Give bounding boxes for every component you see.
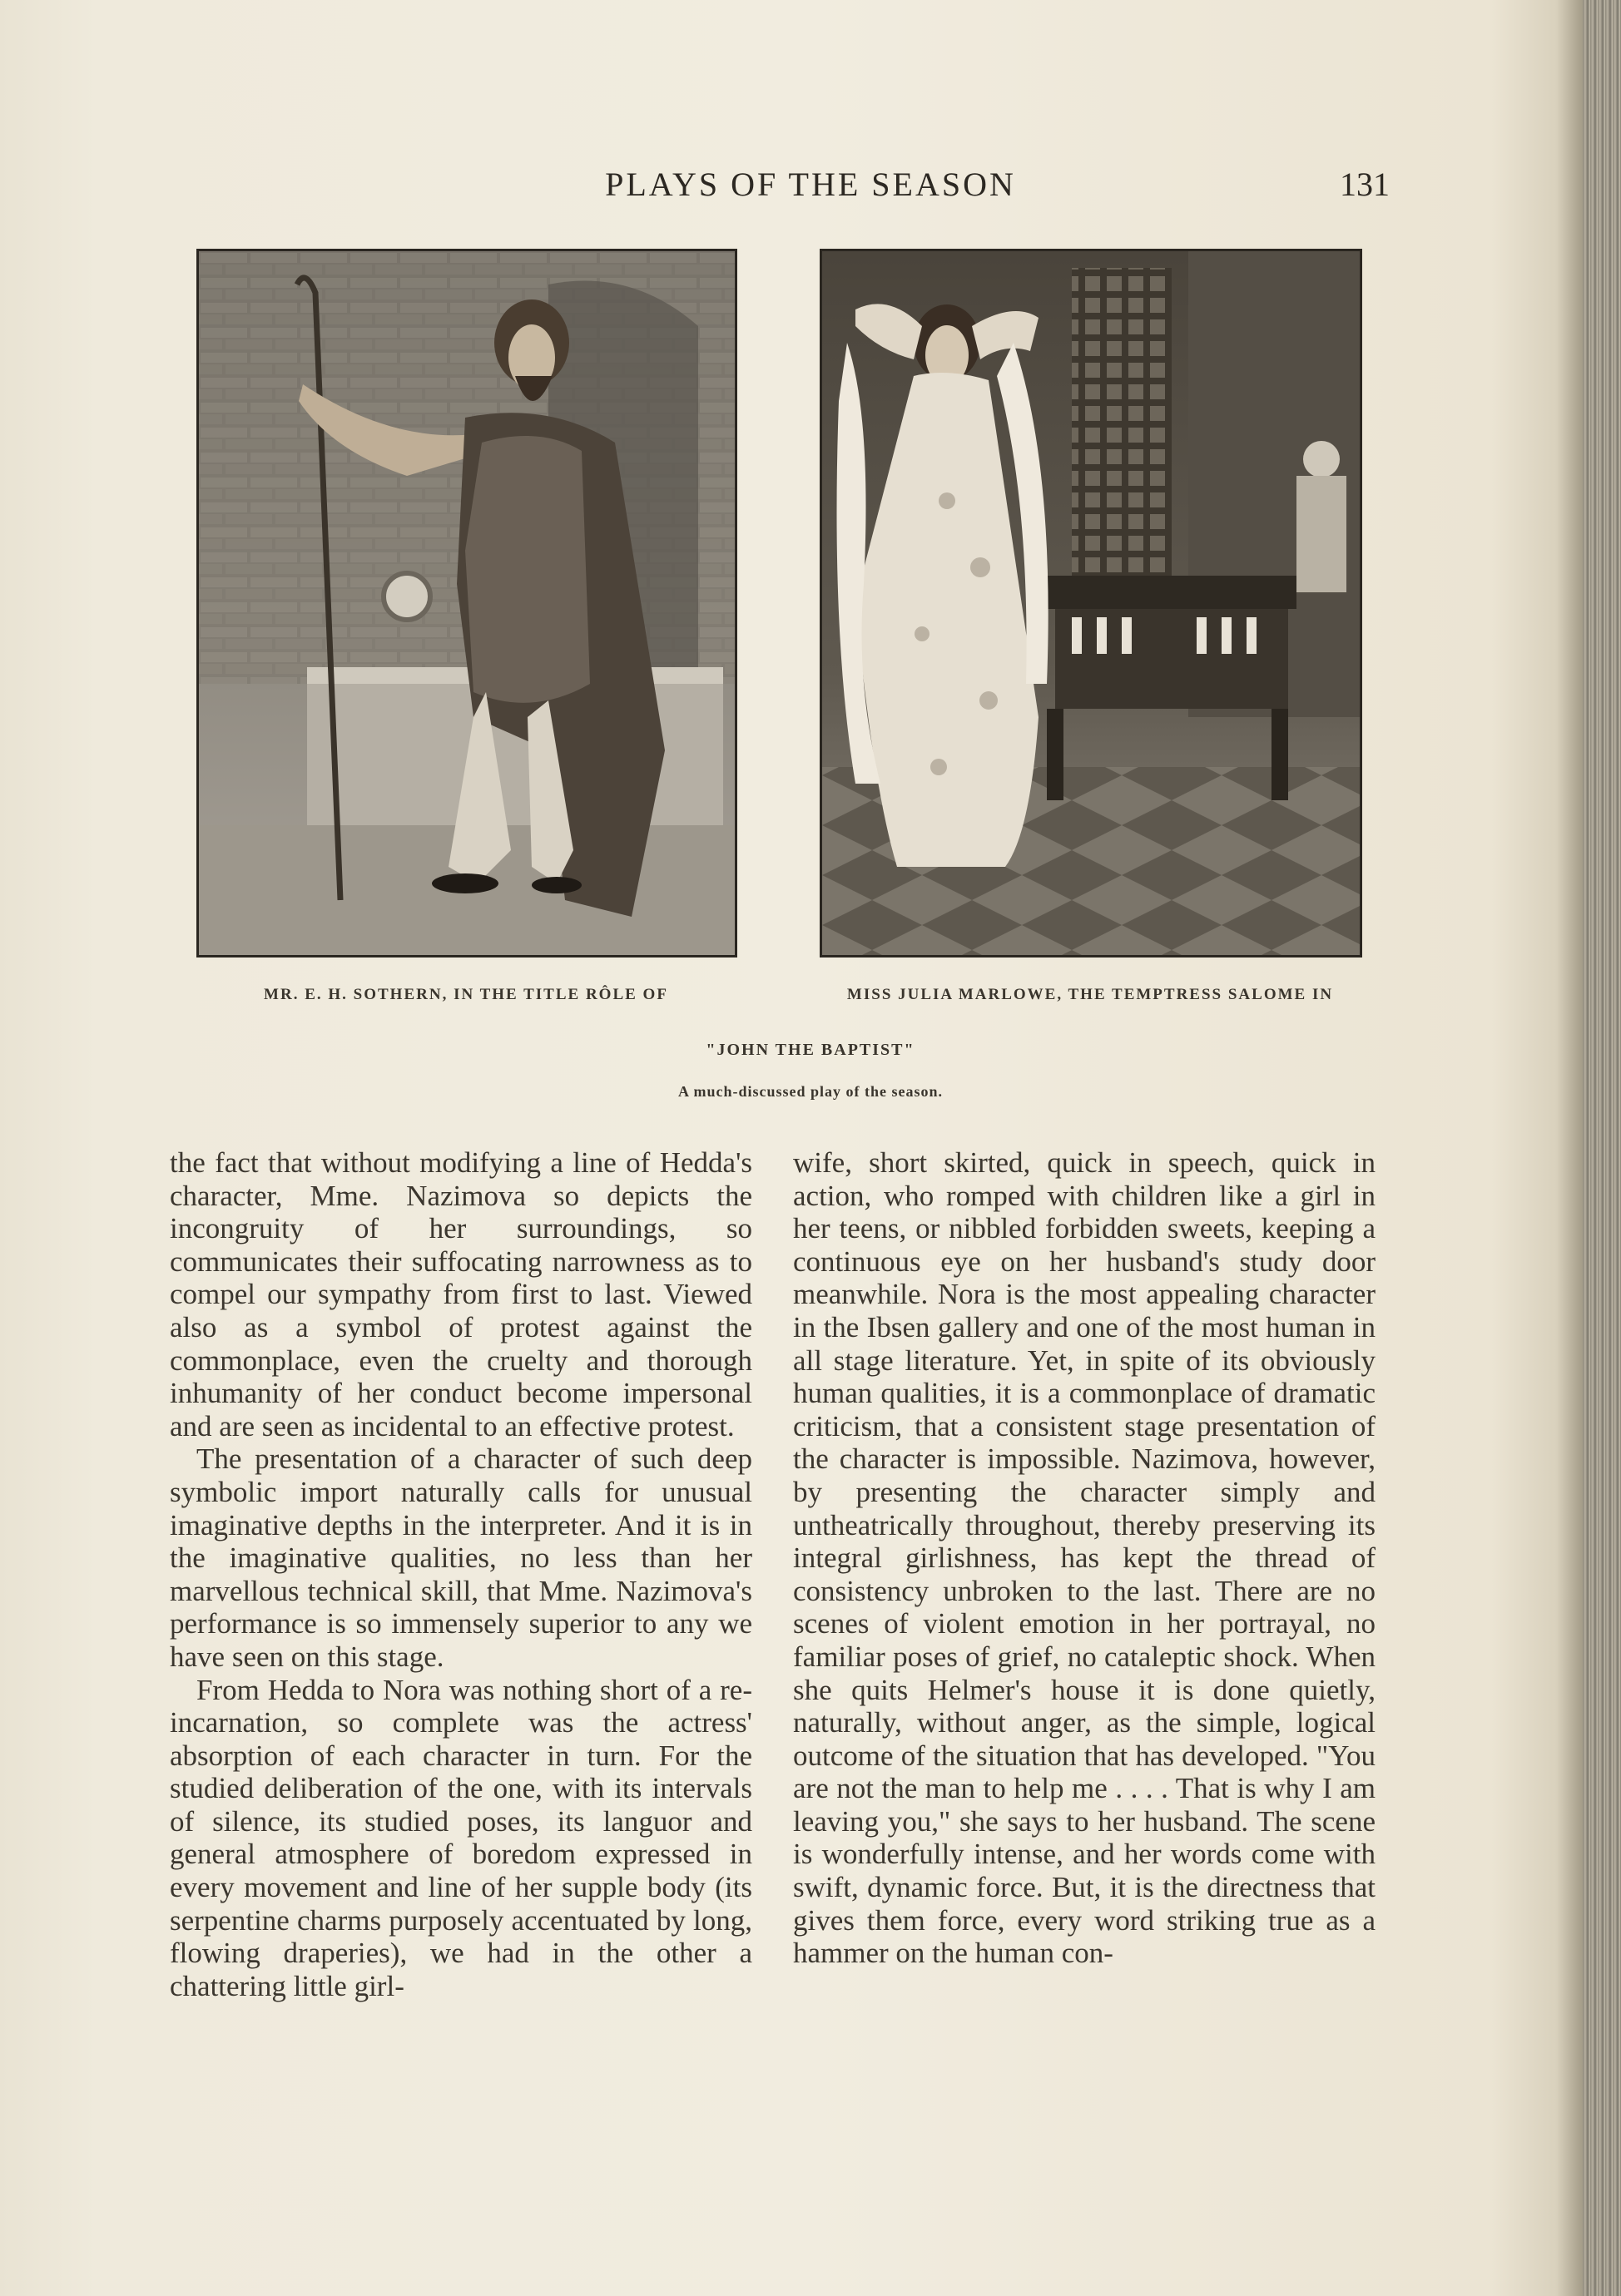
caption-right: MISS JULIA MARLOWE, THE TEMPTRESS SALOME IN [846, 986, 1334, 1003]
book-spine-edge [1583, 0, 1621, 2296]
photo-sothern-image [199, 251, 735, 955]
running-head-title: PLAYS OF THE SEASON [605, 166, 1016, 203]
paragraph: From Hedda to Nora was nothing short of a re-incarnation, so complete was the actress' absorption of each character in turn. For the studied deliberation of the one, with its intervals of silence, its studied poses, its languor and general atmosphere of boredom expressed in every movement and line of her supple body (its serpentine charms purposely accentuated by long, flowing draperies), we had in the other a chattering little girl- [170, 1673, 752, 2002]
photo-marlowe-image [822, 251, 1360, 955]
paragraph: The presentation of a character of such deep symbolic import naturally calls for unusual imaginative depths in the interpreter. And it is in the imaginative qualities, no less than her marvellous technical skill, that Mme. Nazimova's performance is so immensely superior to any we have seen on this stage. [170, 1442, 752, 1673]
text-column-right [793, 1146, 1376, 1970]
page-number: 131 [1340, 166, 1390, 203]
text-column-left [170, 1146, 752, 2002]
paragraph: the fact that without modifying a line of Hedda's character, Mme. Nazimova so depicts the incongruity of her surroundings, so communicates their suffocating narrowness as to compel our sympathy from first to last. Viewed also as a symbol of protest against the commonplace, even the cruelty and thorough inhumanity of her conduct become impersonal and are seen as incidental to an effective protest. [170, 1146, 752, 1442]
photo-marlowe-salome [820, 249, 1362, 957]
photo-sothern-john-the-baptist [196, 249, 737, 957]
caption-play-title: "JOHN THE BAPTIST" [706, 1041, 915, 1059]
caption-subtitle: A much-discussed play of the season. [677, 1083, 944, 1100]
paragraph: wife, short skirted, quick in speech, quick in action, who romped with children like a girl in her teens, or nibbled forbidden sweets, keeping a continuous eye on her husband's study door meanwhile. Nora is the most appealing character in the Ibsen gallery and one of the most human in all stage literature. Yet, in spite of its obviously human qualities, it is a commonplace of dramatic criticism, that a consistent stage presentation of the character is impossible. Nazimova, however, by presenting the character simply and untheatrically throughout, thereby preserving its integral girlishness, has kept the thread of consistency unbroken to the last. There are no scenes of violent emotion in her portrayal, no familiar poses of grief, no cataleptic shock. When she quits Helmer's house it is done quietly, naturally, without anger, as the simple, logical outcome of the situation that has developed. "You are not the man to help me . . . . That is why I am leaving you," she says to her husband. The scene is wonderfully intense, and her words come with swift, dynamic force. But, it is the directness that gives them force, every word striking true as a hammer on the human con- [793, 1146, 1376, 1970]
caption-left: MR. E. H. SOTHERN, IN THE TITLE RÔLE OF [264, 986, 668, 1003]
